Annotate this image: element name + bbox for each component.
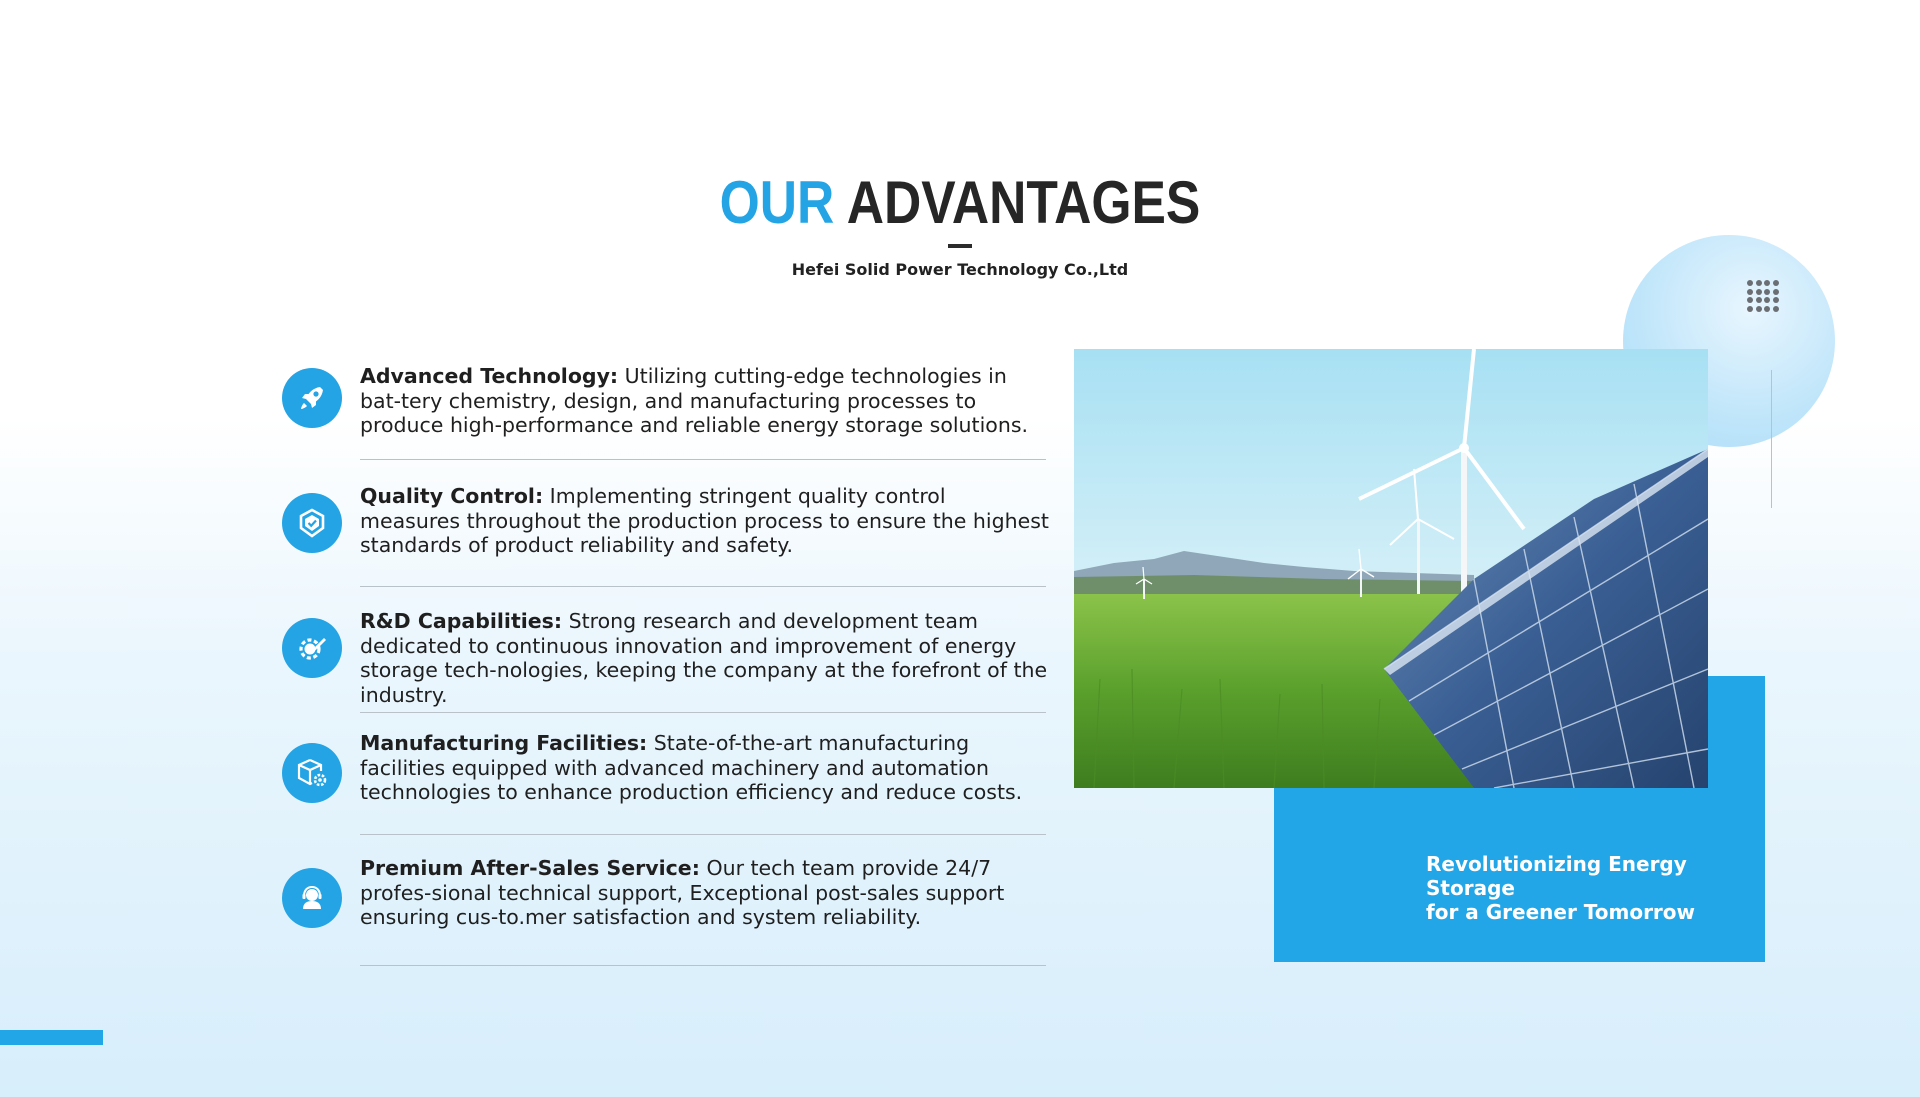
divider bbox=[360, 834, 1046, 835]
advantage-text bbox=[360, 856, 1050, 930]
advantage-description: Utilizing cutting-edge technologies in bat-tery chemistry, design, and manufacturing processes to produce high-performance and reliable energy storage solutions. bbox=[360, 364, 1029, 437]
advantage-title: Quality Control: bbox=[360, 484, 544, 508]
feature-tagline bbox=[1426, 852, 1766, 924]
tagline-line-2: for a Greener Tomorrow bbox=[1426, 900, 1696, 924]
dot-grid-icon bbox=[1747, 280, 1779, 312]
decorative-line bbox=[1771, 370, 1772, 508]
advantage-description: Strong research and development team dedicated to continuous innovation and improvement of energy storage tech-nologies, keeping the company at the forefront of the industry. bbox=[360, 609, 1048, 707]
advantage-text bbox=[360, 484, 1050, 558]
gear-pencil-icon bbox=[282, 618, 342, 678]
divider bbox=[360, 965, 1046, 966]
advantage-text bbox=[360, 609, 1050, 707]
advantage-title: Manufacturing Facilities: bbox=[360, 731, 648, 755]
rocket-icon bbox=[282, 368, 342, 428]
accent-bar bbox=[0, 1030, 103, 1045]
advantage-title: Advanced Technology: bbox=[360, 364, 619, 388]
divider bbox=[360, 459, 1046, 460]
divider bbox=[360, 586, 1046, 587]
advantage-description: Our tech team provide 24/7 profes-sional technical support, Exceptional post-sales support ensuring cus-to.mer satisfaction and system reliability. bbox=[360, 856, 1005, 929]
title-divider bbox=[948, 244, 972, 248]
company-subtitle: Hefei Solid Power Technology Co.,Ltd bbox=[791, 260, 1129, 279]
divider bbox=[360, 712, 1046, 713]
support-agent-icon bbox=[282, 868, 342, 928]
shield-check-icon bbox=[282, 493, 342, 553]
advantage-text bbox=[360, 731, 1050, 805]
advantage-title: R&D Capabilities: bbox=[360, 609, 563, 633]
advantage-text bbox=[360, 364, 1050, 438]
title-rest: ADVANTAGES bbox=[846, 169, 1201, 236]
page-title bbox=[134, 168, 1785, 238]
advantage-description: Implementing stringent quality control measures throughout the production process to ensure the highest standards of product reliability and safety. bbox=[360, 484, 1049, 557]
advantage-title: Premium After-Sales Service: bbox=[360, 856, 700, 880]
tagline-line-1: Revolutionizing Energy Storage bbox=[1426, 852, 1687, 900]
box-gear-icon bbox=[282, 743, 342, 803]
renewable-energy-photo bbox=[1074, 349, 1708, 788]
advantage-description: State-of-the-art manufacturing facilities equipped with advanced machinery and automation technologies to enhance production efficiency and reduce costs. bbox=[360, 731, 1023, 804]
title-accent: OUR bbox=[719, 169, 835, 236]
